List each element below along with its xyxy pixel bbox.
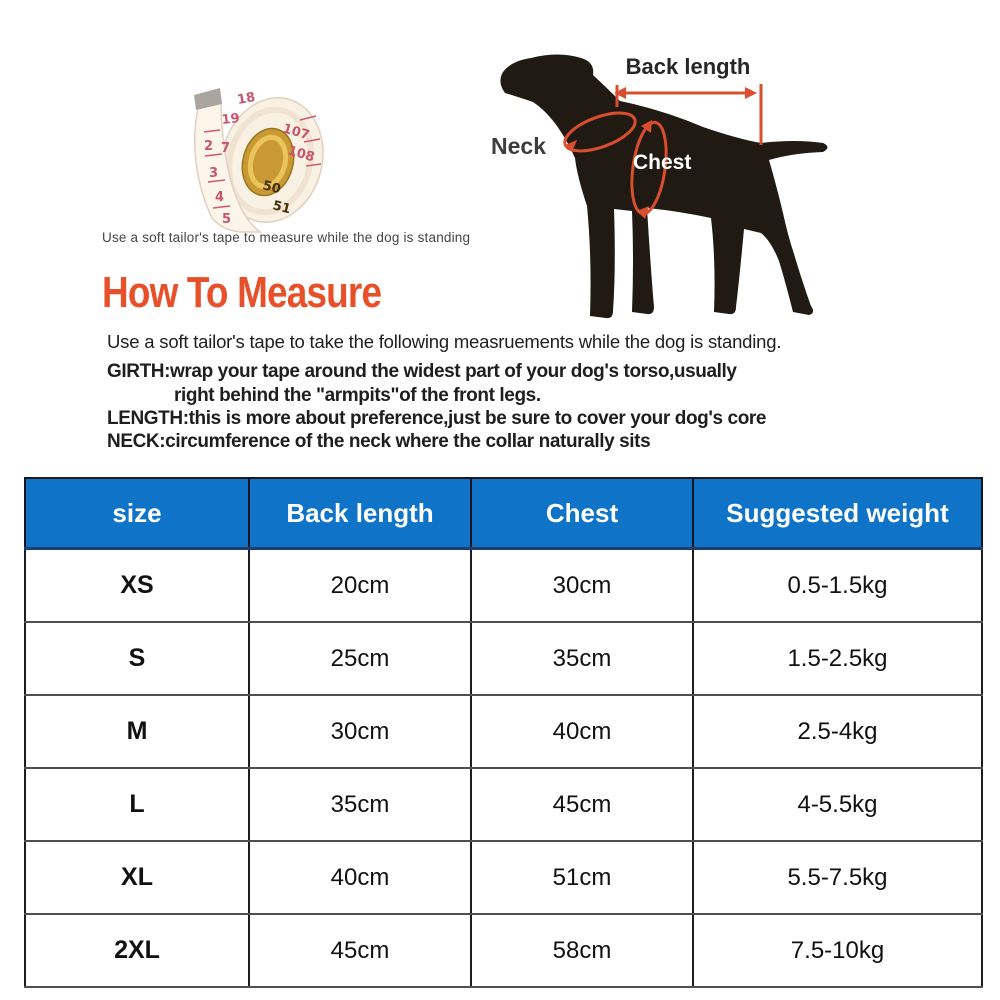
table-row-2xl: [25, 914, 982, 987]
svg-text:7: 7: [221, 141, 231, 156]
girth-instruction-line1: GIRTH:wrap your tape around the widest part of your dog's torso,usually: [107, 361, 737, 382]
weight-cell: 7.5-10kg: [693, 914, 982, 987]
svg-text:107: 107: [280, 121, 312, 144]
back-length-cell: 45cm: [249, 914, 471, 987]
table-row-xs: [25, 549, 982, 623]
chest-label: Chest: [633, 151, 692, 174]
size-cell: L: [25, 768, 249, 841]
back-length-cell: 25cm: [249, 622, 471, 695]
chest-cell: 58cm: [471, 914, 693, 987]
back-length-cell: 30cm: [249, 695, 471, 768]
dog-measurement-diagram: [473, 48, 845, 338]
chest-cell: 40cm: [471, 695, 693, 768]
weight-cell: 1.5-2.5kg: [693, 622, 982, 695]
girth-instruction-line2: right behind the "armpits"of the front legs.: [174, 385, 541, 406]
neck-label: Neck: [491, 133, 546, 159]
svg-text:2: 2: [204, 139, 214, 154]
size-cell: M: [25, 695, 249, 768]
table-row-s: [25, 622, 982, 695]
header-cell-suggested-weight: Suggested weight: [693, 478, 982, 549]
svg-text:18: 18: [236, 90, 257, 108]
weight-cell: 4-5.5kg: [693, 768, 982, 841]
length-instruction-line: LENGTH:this is more about preference,just be sure to cover your dog's core: [107, 408, 767, 429]
table-row-l: [25, 768, 982, 841]
back-length-cell: 20cm: [249, 549, 471, 623]
svg-text:3: 3: [209, 166, 219, 181]
table-row-m: [25, 695, 982, 768]
size-cell: S: [25, 622, 249, 695]
weight-cell: 0.5-1.5kg: [693, 549, 982, 623]
svg-text:5: 5: [222, 212, 232, 227]
weight-cell: 2.5-4kg: [693, 695, 982, 768]
measure-intro-line: Use a soft tailor's tape to take the following measruements while the dog is standing.: [107, 331, 782, 352]
back-length-cell: 35cm: [249, 768, 471, 841]
tape-caption: Use a soft tailor's tape to measure while the dog is standing: [102, 230, 471, 245]
header-cell-chest: Chest: [471, 478, 693, 549]
header-cell-size: size: [25, 478, 249, 549]
svg-text:4: 4: [215, 190, 225, 205]
neck-instruction-line: NECK:circumference of the neck where the collar naturally sits: [107, 431, 651, 452]
back-length-label: Back length: [625, 54, 751, 79]
svg-text:51: 51: [271, 198, 293, 218]
chest-cell: 30cm: [471, 549, 693, 623]
tape-measure-illustration: [168, 82, 348, 237]
size-table: [24, 477, 983, 988]
chest-cell: 51cm: [471, 841, 693, 914]
svg-text:19: 19: [220, 111, 241, 128]
chest-cell: 35cm: [471, 622, 693, 695]
weight-cell: 5.5-7.5kg: [693, 841, 982, 914]
back-length-cell: 40cm: [249, 841, 471, 914]
size-cell: 2XL: [25, 914, 249, 987]
how-to-measure-title: How To Measure: [102, 268, 382, 317]
arrowhead-right: [745, 87, 757, 99]
chest-cell: 45cm: [471, 768, 693, 841]
size-cell: XS: [25, 549, 249, 623]
table-row-xl: [25, 841, 982, 914]
header-cell-back-length: Back length: [249, 478, 471, 549]
svg-text:50: 50: [261, 178, 283, 198]
size-table-header-row: [25, 478, 982, 549]
size-cell: XL: [25, 841, 249, 914]
svg-text:108: 108: [285, 143, 317, 166]
